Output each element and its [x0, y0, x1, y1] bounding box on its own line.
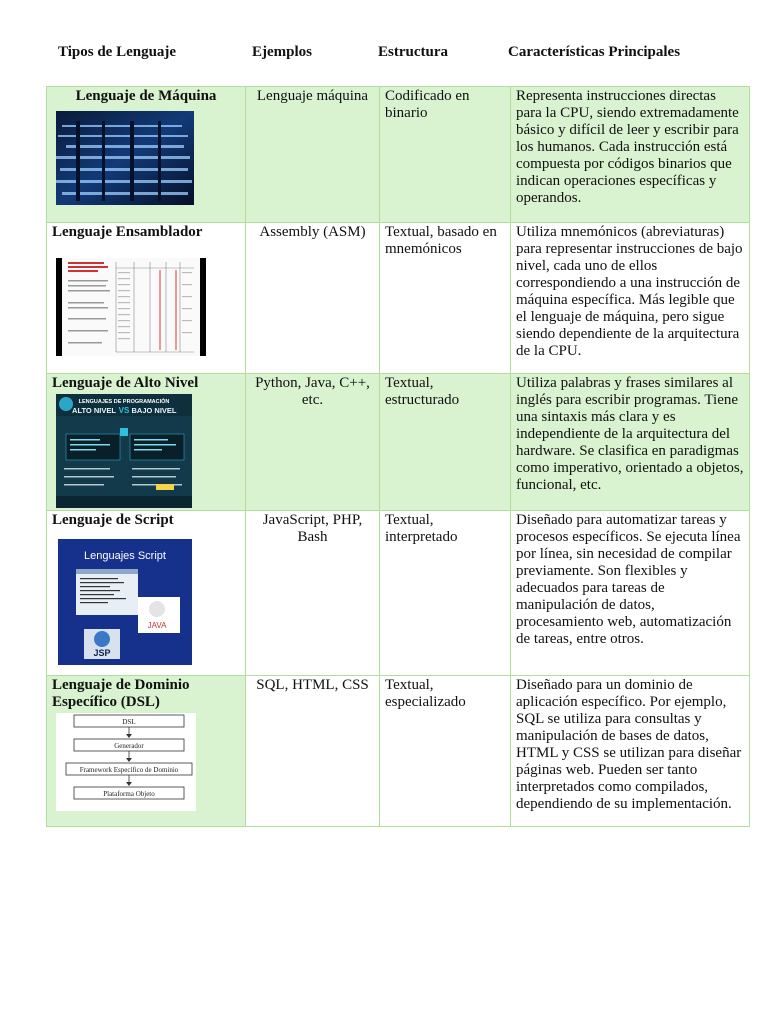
table-row	[47, 511, 750, 676]
dsl-diagram-image	[56, 713, 196, 811]
cell-caracteristicas: Diseñado para un dominio de aplicación específico. Por ejemplo, SQL se utiliza para consultas y manipulación de bases de datos, HTML y CSS se utilizan para diseñar páginas web. Pueden ser tanto interpretados como compilados, dependiendo de su implementación.	[511, 676, 750, 827]
cell-ejemplos: SQL, HTML, CSS	[246, 676, 380, 827]
dsl-box-4: Plataforma Objeto	[103, 790, 155, 798]
cell-estructura: Codificado en binario	[380, 87, 511, 223]
high-vs-low-level-image	[56, 394, 192, 508]
cell-caracteristicas: Diseñado para automatizar tareas y procesos específicos. Se ejecuta línea por línea, sin necesidad de compilar previamente. Son flexibles y adecuados para tareas de manipulación de datos, procesamiento web, automatización de tareas, entre otros.	[511, 511, 750, 676]
image-right-label: BAJO NIVEL	[131, 406, 177, 415]
header-estructura: Estructura	[378, 44, 448, 60]
row-type-name: Lenguaje de Máquina	[75, 88, 217, 104]
cell-ejemplos: Assembly (ASM)	[246, 223, 380, 374]
cell-estructura: Textual, estructurado	[380, 374, 511, 511]
script-image-title: Lenguajes Script	[84, 550, 166, 562]
dsl-box-3: Framework Específico de Dominio	[79, 766, 179, 774]
assembly-instructions-image	[56, 258, 206, 356]
cell-ejemplos: Python, Java, C++, etc.	[246, 374, 380, 511]
dsl-box-1: DSL	[122, 718, 136, 726]
cell-caracteristicas: Utiliza mnemónicos (abreviaturas) para representar instrucciones de bajo nivel, cada uno de ellos correspondiendo a una instrucción de máquina específica. Más legible que el lenguaje de máquina, pero sigue siendo dependiente de la arquitectura de la CPU.	[511, 223, 750, 374]
cell-caracteristicas: Representa instrucciones directas para la CPU, siendo extremadamente básico y difícil de leer y escribir para los humanos. Cada instrucción está compuesta por códigos binarios que indican operaciones específicas y operandos.	[511, 87, 750, 223]
image-left-label: ALTO NIVEL	[72, 406, 116, 415]
java-label: JAVA	[147, 621, 167, 630]
table-row	[47, 374, 750, 511]
cell-ejemplos: Lenguaje máquina	[246, 87, 380, 223]
header-ejemplos: Ejemplos	[252, 44, 312, 60]
table-row	[47, 87, 750, 223]
cell-tipo	[47, 87, 246, 223]
header-caracteristicas: Características Principales	[508, 44, 681, 60]
cell-estructura: Textual, especializado	[380, 676, 511, 827]
languages-table	[46, 86, 750, 827]
image-title-line1: LENGUAJES DE PROGRAMACIÓN	[78, 399, 170, 405]
image-vs-label: VS	[118, 406, 130, 415]
cell-caracteristicas: Utiliza palabras y frases similares al inglés para escribir programas. Tiene una sintaxis más clara y es independiente de la arquitectura del hardware. Se clasifica en paradigmas como imperativo, orientado a objetos, funcional, etc.	[511, 374, 750, 511]
script-languages-image	[58, 539, 192, 665]
table-header	[46, 44, 742, 62]
cell-estructura: Textual, basado en mnemónicos	[380, 223, 511, 374]
binary-code-image	[56, 111, 194, 205]
row-type-name: Lenguaje Ensamblador	[52, 224, 203, 240]
cell-tipo	[47, 676, 246, 827]
cell-estructura: Textual, interpretado	[380, 511, 511, 676]
table-row	[47, 223, 750, 374]
cell-tipo	[47, 223, 246, 374]
row-type-name: Lenguaje de Alto Nivel	[52, 375, 199, 391]
row-type-name: Lenguaje de Script	[52, 512, 174, 528]
table-row	[47, 676, 750, 827]
cell-ejemplos: JavaScript, PHP, Bash	[246, 511, 380, 676]
cell-tipo	[47, 511, 246, 676]
dsl-box-2: Generador	[114, 742, 144, 750]
cell-tipo	[47, 374, 246, 511]
header-tipos: Tipos de Lenguaje	[58, 44, 177, 60]
jsp-label: JSP	[93, 648, 111, 658]
row-type-name: Lenguaje de Dominio Específico (DSL)	[52, 677, 190, 710]
